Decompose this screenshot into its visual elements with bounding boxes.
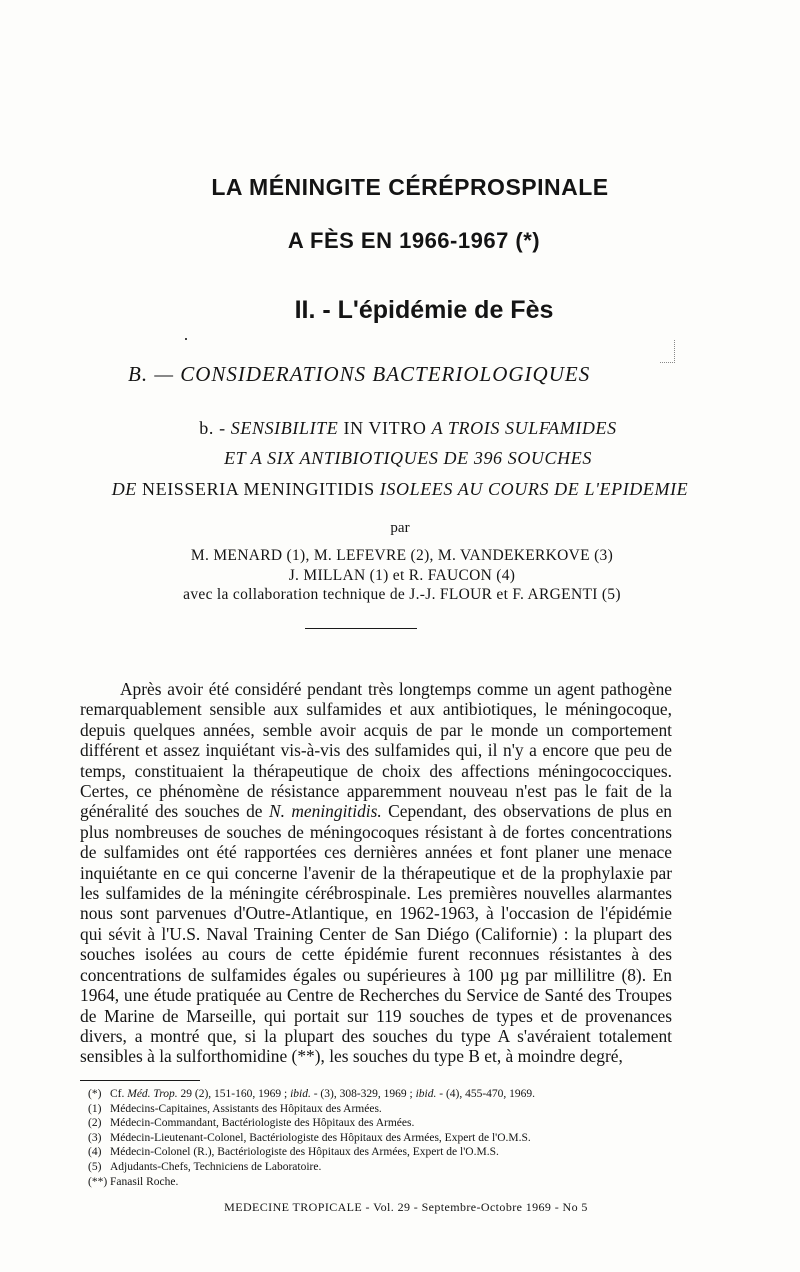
footnote-ibid: ibid. [415,1088,437,1100]
footnote-text: - (4), 455-470, 1969. [436,1088,536,1100]
subtitle-line-1 [8,418,800,439]
footnote-text: 29 (2), 151-160, 1969 ; [177,1088,291,1100]
scan-margin-mark [660,340,675,363]
body-text-a: Après avoir été considéré pendant très longtemps comme un agent pathogène remarquablement sensible aux sulfamides et aux antibiotiques, le méningocoque, depuis quelques années, semble avoir acquis de par le monde un comportement différent et assez inquiétant vis-à-vis des sulfamides qui, il n'y a encore que peu de temps, constituaient la thérapeutique de choix des affections méningococciques. Certes, ce phénomène de résistance apparemment nouveau n'est pas le fait de la généralité des souches de [80,679,672,822]
article-title-line-2: A FÈS EN 1966-1967 (*) [287,228,541,253]
subtitle-neisseria: NEISSERIA MENINGITIDIS [136,479,380,499]
subtitle-prefix: b. - [199,418,231,438]
body-species-name: N. meningitidis. [268,801,382,822]
body-text-b: Cependant, des observations de plus en plus nombreuses de souches de méningocoques résistant à de fortes concentrations de sulfamides ont été rapportées ces dernières années et font planer une menace inquiétante en ce qui concerne l'avenir de la thérapeutique et de la prophylaxie par les sulfamides de la méningite cérébrospinale. Les premières nouvelles alarmantes nous sont parvenues d'Outre-Atlantique, en 1962-1963, à l'occasion de l'épidémie qui sévit à l'U.S. Naval Training Center de San Diégo (Californie) : la plupart des souches isolées au cours de cette épidémie furent reconnues résistantes à des concentrations de sulfamides égales ou supérieures à 100 µg par millilitre (8). En 1964, une étude pratiquée au Centre de Recherches du Service de Santé des Troupes de Marine de Marseille, qui portait sur 119 souches de types et de provenances divers, a montré que, si la plupart des souches du type A s'avéraient totalement sensibles à la sulforthomidine (**), les souches du type B et, à moindre degré, [80,801,672,1067]
footnote-text: Adjudants-Chefs, Techniciens de Laboratoire. [110,1160,322,1173]
footnote-4 [88,1145,678,1160]
footnotes [88,1087,678,1189]
footnote-marker: (**) [88,1175,108,1188]
authors-line-1: M. MENARD (1), M. LEFEVRE (2), M. VANDEKERKOVE (3) [190,547,614,564]
footnote-text: Médecin-Colonel (R.), Bactériologiste des Hôpitaux des Armées, Expert de l'O.M.S. [110,1146,499,1159]
footnote-text: Médecin-Lieutenant-Colonel, Bactériologiste des Hôpitaux des Armées, Expert de l'O.M.S. [110,1131,531,1144]
footnote-text: Cf. [110,1088,128,1100]
journal-footer: MEDECINE TROPICALE - Vol. 29 - Septembre-Octobre 1969 - No 5 [224,1200,588,1214]
article-body [80,679,672,1067]
footnote-5 [88,1160,678,1175]
footnote-double-star [88,1175,678,1190]
footnote-journal: Méd. Trop. [127,1088,178,1100]
footnote-ibid: ibid. [290,1088,311,1100]
footnote-3 [88,1131,678,1146]
footnote-marker: (5) [88,1160,102,1173]
footnote-1 [88,1102,678,1117]
subtitle-italic-de: DE [111,479,137,499]
footnote-star [88,1087,678,1102]
subtitle-line-2 [8,448,800,469]
footnote-marker: (4) [88,1146,102,1159]
subtitle-italic-sulfamides: A TROIS SULFAMIDES [431,418,617,438]
print-speck [185,338,187,340]
title-separator [305,628,417,629]
footnote-rule [80,1080,200,1081]
footnote-marker: (3) [88,1131,102,1144]
footnote-text: Médecin-Commandant, Bactériologiste des Hôpitaux des Armées. [110,1117,415,1130]
body-paragraph [80,679,672,1067]
footnote-text: - (3), 308-329, 1969 ; [310,1088,416,1100]
article-title-line-1: LA MÉNINGITE CÉRÉPROSPINALE [211,174,609,200]
authors-line-2: J. MILLAN (1) et R. FAUCON (4) [288,567,516,584]
subtitle-in-vitro: IN VITRO [338,418,432,438]
footnote-marker: (2) [88,1117,102,1130]
byline-par: par [390,520,410,536]
footnote-text: Médecins-Capitaines, Assistants des Hôpitaux des Armées. [110,1102,382,1115]
subtitle-line-3 [0,479,800,500]
subtitle-line-2-text: ET A SIX ANTIBIOTIQUES DE 396 SOUCHES [224,448,592,468]
footnote-2 [88,1116,678,1131]
footnote-marker: (1) [88,1102,102,1115]
subtitle-italic-isolees: ISOLEES AU COURS DE L'EPIDEMIE [379,479,689,499]
subtitle-italic-sensibilite: SENSIBILITE [230,418,339,438]
footnote-marker: (*) [88,1088,102,1100]
authors-line-3: avec la collaboration technique de J.-J. FLOUR et F. ARGENTI (5) [183,586,621,603]
footnote-text: Fanasil Roche. [110,1175,179,1188]
section-title: B. — CONSIDERATIONS BACTERIOLOGIQUES [128,362,591,386]
part-title: II. - L'épidémie de Fès [294,296,554,324]
